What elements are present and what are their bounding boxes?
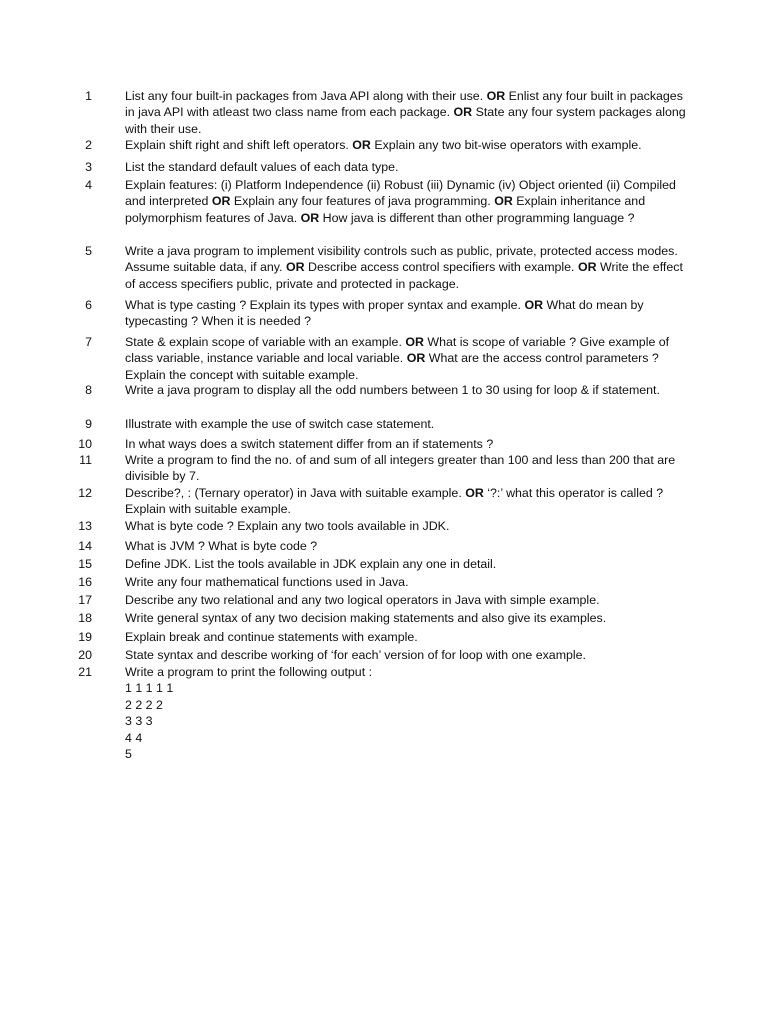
question-part: In what ways does a switch statement differ from an if statements ? bbox=[125, 437, 494, 451]
question-part: Define JDK. List the tools available in JDK explain any one in detail. bbox=[125, 557, 497, 571]
question-part: What is byte code ? Explain any two tools available in JDK. bbox=[125, 519, 450, 533]
question-part: Explain features: (i) Platform Independence (ii) Robust (iii) Dynamic (iv) Object oriented (ii) Compiled and interpreted bbox=[125, 178, 676, 209]
question-number: 16 bbox=[78, 575, 92, 589]
question-text bbox=[125, 382, 695, 398]
or-separator: OR bbox=[405, 335, 424, 349]
question-number: 2 bbox=[85, 138, 92, 152]
question-text bbox=[125, 159, 695, 175]
or-separator: OR bbox=[494, 194, 513, 209]
question-part: State & explain scope of variable with an example. bbox=[125, 335, 402, 349]
question-text bbox=[125, 243, 695, 292]
question-number: 13 bbox=[78, 519, 92, 533]
question-text bbox=[125, 556, 695, 572]
question-text bbox=[125, 538, 695, 554]
question-number: 9 bbox=[85, 417, 92, 431]
question-number: 5 bbox=[85, 244, 92, 258]
question-part: Illustrate with example the use of switch case statement. bbox=[125, 417, 435, 431]
question-number: 15 bbox=[78, 557, 92, 571]
output-pattern-line: 5 bbox=[125, 747, 132, 762]
output-pattern-line: 1 1 1 1 1 bbox=[125, 681, 174, 696]
or-separator: OR bbox=[486, 89, 506, 103]
question-text bbox=[125, 664, 695, 762]
question-part: Enlist any four built in packages in java API with atleast two class name from each package. bbox=[125, 89, 683, 120]
question-number: 7 bbox=[85, 335, 92, 349]
question-part: What do mean by typecasting ? When it is needed ? bbox=[125, 298, 644, 329]
question-part: Explain any two bit-wise operators with example. bbox=[374, 138, 642, 152]
question-part: Describe access control specifiers with example. bbox=[308, 260, 575, 275]
question-part: What is JVM ? What is byte code ? bbox=[125, 539, 318, 553]
question-part: Explain any four features of java programming. bbox=[233, 194, 491, 209]
question-number: 1 bbox=[85, 89, 92, 103]
or-separator: OR bbox=[524, 298, 544, 312]
question-text bbox=[125, 177, 695, 226]
question-text bbox=[125, 137, 695, 153]
question-part: Explain shift right and shift left operators. bbox=[125, 138, 349, 152]
or-separator: OR bbox=[406, 351, 426, 366]
question-part: What is scope of variable ? Give example of class variable, instance variable and local variable. bbox=[125, 335, 670, 366]
question-part: Explain break and continue statements with example. bbox=[125, 630, 418, 644]
or-separator: OR bbox=[285, 260, 305, 275]
or-separator: OR bbox=[211, 194, 231, 209]
question-part: State any four system packages along with their use. bbox=[125, 105, 686, 136]
output-pattern-line: 3 3 3 bbox=[125, 714, 153, 729]
question-number: 14 bbox=[78, 539, 92, 553]
question-number: 10 bbox=[78, 437, 92, 451]
question-number: 3 bbox=[85, 160, 92, 174]
question-part: Describe any two relational and any two logical operators in Java with simple example. bbox=[125, 593, 600, 607]
or-separator: OR bbox=[300, 210, 320, 225]
question-number: 19 bbox=[78, 630, 92, 644]
question-number: 17 bbox=[78, 593, 92, 607]
question-number: 20 bbox=[78, 648, 92, 662]
question-number: 4 bbox=[85, 178, 92, 192]
question-text bbox=[125, 416, 695, 432]
question-number: 8 bbox=[85, 383, 92, 397]
question-text bbox=[125, 334, 695, 383]
question-part: List any four built-in packages from Java API along with their use. bbox=[125, 89, 484, 103]
question-text bbox=[125, 629, 695, 645]
question-text bbox=[125, 436, 695, 452]
question-text bbox=[125, 647, 695, 663]
question-text bbox=[125, 592, 695, 608]
output-pattern-line: 2 2 2 2 bbox=[125, 697, 163, 712]
question-part: Write a program to find the no. of and sum of all integers greater than 100 and less than 200 that are divisible by 7. bbox=[125, 453, 676, 484]
question-number: 21 bbox=[78, 665, 92, 679]
question-part: Write general syntax of any two decision making statements and also give its examples. bbox=[125, 611, 607, 625]
question-text bbox=[125, 610, 695, 626]
output-pattern-line: 4 4 bbox=[125, 730, 143, 745]
question-number: 6 bbox=[85, 298, 92, 312]
question-number: 12 bbox=[78, 486, 92, 500]
question-part: List the standard default values of each data type. bbox=[125, 160, 399, 174]
or-separator: OR bbox=[453, 105, 473, 120]
question-text bbox=[125, 485, 695, 518]
question-part: Explain inheritance and polymorphism features of Java. bbox=[125, 194, 646, 225]
or-separator: OR bbox=[577, 260, 597, 275]
question-part: Write a java program to implement visibility controls such as public, private, protected access modes. Assume suitable data, if any. bbox=[125, 244, 678, 275]
or-separator: OR bbox=[352, 138, 371, 152]
question-text bbox=[125, 452, 695, 485]
question-part: Write any four mathematical functions used in Java. bbox=[125, 575, 409, 589]
question-part: Write the effect of access specifiers public, private and protected in package. bbox=[125, 260, 683, 291]
question-part: Write a java program to display all the odd numbers between 1 to 30 using for loop & if statement. bbox=[125, 383, 660, 397]
or-separator: OR bbox=[465, 486, 484, 500]
question-number: 11 bbox=[79, 453, 92, 467]
question-text bbox=[125, 574, 695, 590]
question-text bbox=[125, 518, 695, 534]
question-part: Describe?, : (Ternary operator) in Java with suitable example. bbox=[125, 486, 462, 500]
question-part: Write a program to print the following output : bbox=[125, 665, 373, 679]
question-text bbox=[125, 297, 695, 330]
question-part: How java is different than other programming language ? bbox=[322, 210, 635, 225]
question-part: What is type casting ? Explain its types with proper syntax and example. bbox=[125, 298, 522, 312]
question-part: State syntax and describe working of ‘for each’ version of for loop with one example. bbox=[125, 648, 586, 662]
question-part: What are the access control parameters ? Explain the concept with suitable example. bbox=[125, 351, 659, 382]
question-part: ‘?:’ what this operator is called ? Explain with suitable example. bbox=[125, 486, 664, 517]
question-text bbox=[125, 88, 695, 137]
question-number: 18 bbox=[78, 611, 92, 625]
